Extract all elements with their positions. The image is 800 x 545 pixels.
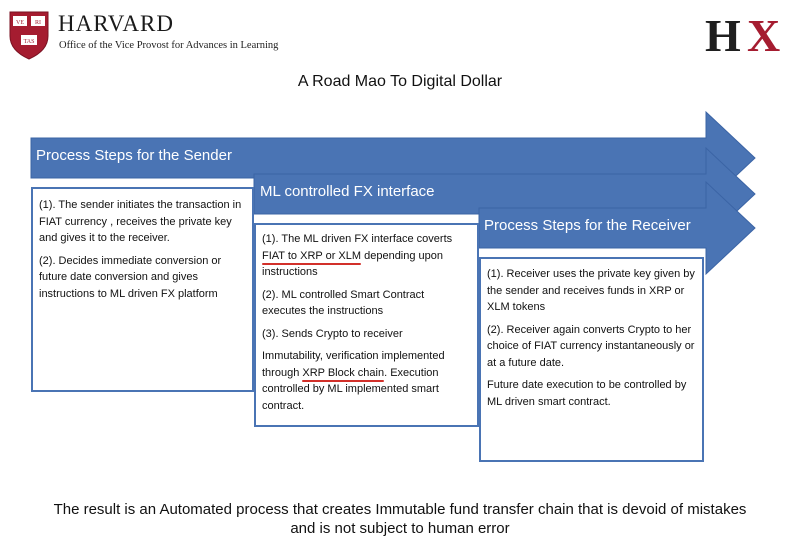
sender-step-1: (1). The sender initiates the transaction in FIAT currency , receives the private key and gives it to the receiver. xyxy=(39,199,242,244)
shield-letters-ve: VE xyxy=(16,20,24,26)
sender-step-2: (2). Decides immediate conversion or future date conversion and gives instructions to ML driven FX platform xyxy=(39,254,222,300)
hx-logo-x: X xyxy=(747,12,781,54)
receiver-step-1-prefix: (1). Receiver uses the private key given by the sender and receives funds in xyxy=(487,268,695,297)
shield-letters-tas: TAS xyxy=(23,39,35,45)
receiver-steps-box xyxy=(479,257,704,462)
fx-step-2: (2). ML controlled Smart Contract executes the instructions xyxy=(262,288,425,317)
fx-step-1 xyxy=(262,231,471,281)
fx-step-3: (3). Sends Crypto to receiver xyxy=(262,327,403,340)
fx-step-1-prefix: (1). The ML driven FX interface coverts xyxy=(262,233,453,245)
receiver-step-2: (2). Receiver again converts Crypto to her choice of FIAT currency instantaneously or at a future date. xyxy=(487,323,695,369)
receiver-band-label: Process Steps for the Receiver xyxy=(484,217,691,234)
fx-note xyxy=(262,348,471,414)
institution-name: HARVARD xyxy=(58,11,174,36)
fx-note-prefix: Immutability, verification implemented through xyxy=(262,350,445,379)
sender-band-label: Process Steps for the Sender xyxy=(36,147,232,164)
footer-summary: The result is an Automated process that creates Immutable fund transfer chain that is devoid of mistakes and is not subject to human error xyxy=(53,501,747,538)
fx-band-label: ML controlled FX interface xyxy=(260,183,435,200)
fx-note-suffix: . Execution controlled by ML implemented smart contract. xyxy=(262,366,439,412)
fx-step-1-suffix: depending upon instructions xyxy=(262,249,444,278)
receiver-note: Future date execution to be controlled by ML driven smart contract. xyxy=(487,379,687,408)
diagram-title: A Road Mao To Digital Dollar xyxy=(297,73,503,90)
receiver-step-1-highlight: XRP or XLM tokens xyxy=(487,284,685,313)
shield-letters-ri: RI xyxy=(35,20,41,26)
hx-logo-h: H xyxy=(705,12,741,54)
office-name: Office of the Vice Provost for Advances in Learning xyxy=(59,40,279,51)
fx-steps-box xyxy=(254,223,479,427)
receiver-step-1 xyxy=(487,266,696,316)
fx-note-highlight: XRP Block chain xyxy=(302,366,385,379)
sender-steps-box xyxy=(31,187,254,392)
fx-step-1-highlight: FIAT to XRP or XLM xyxy=(262,249,362,262)
